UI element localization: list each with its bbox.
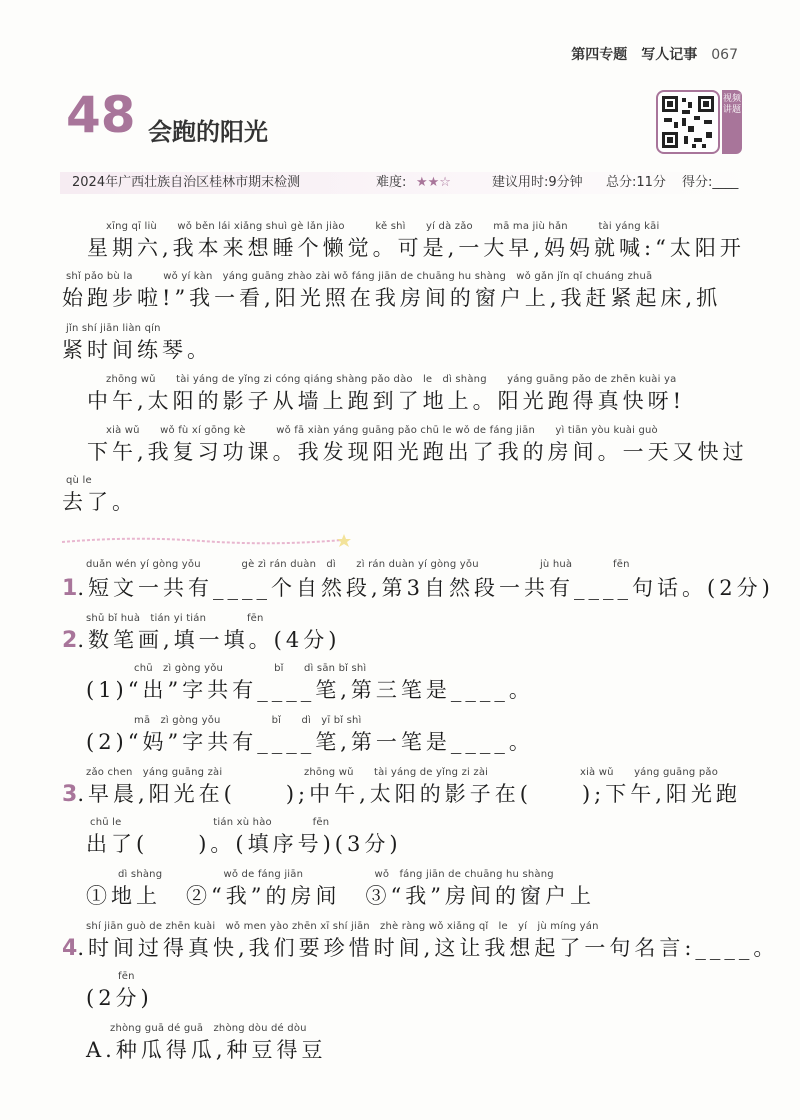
passage-line-5: 下午,我复习功课。我发现阳光跑出了我的房间。一天又快过 <box>62 440 748 464</box>
lesson-title: 会跑的阳光 <box>148 118 268 146</box>
q2-number: 2 <box>62 628 78 653</box>
passage-pinyin-5: xià wǔ wǒ fù xí gōng kè wǒ fā xiàn yáng guāng pǎo chū le wǒ de fáng jiān yì tiān yòu kuài guò <box>106 425 658 436</box>
exam-source: 2024年广西壮族自治区桂林市期末检测 <box>72 175 301 190</box>
q2-1-pinyin: chū zì gòng yǒu bǐ dì sān bǐ shì <box>134 663 367 674</box>
q2-2-pinyin: mā zì gòng yǒu bǐ dì yī bǐ shì <box>134 715 362 726</box>
video-tag: 视频讲题 <box>722 90 742 154</box>
q3-pinyin: zǎo chen yáng guāng zài zhōng wǔ tài yáng de yǐng zi zài xià wǔ yáng guāng pǎo <box>86 767 719 778</box>
q4-score-pinyin: fēn <box>118 971 135 982</box>
passage-line-6: 去了。 <box>62 490 137 514</box>
lesson-number: 48 <box>66 86 136 144</box>
passage-line-4: 中午,太阳的影子从墙上跑到了地上。阳光跑得真快呀! <box>62 389 686 413</box>
q2-2-text: (2)“妈”字共有____笔,第一笔是____。 <box>86 730 534 754</box>
q4-pinyin: shí jiān guò de zhēn kuài wǒ men yào zhēn xī shí jiān zhè ràng wǒ xiǎng qǐ le yí jù míng yán <box>86 921 599 932</box>
decorative-divider <box>62 530 352 550</box>
suggested-time: 建议用时:9分钟 <box>492 175 583 190</box>
q3-line2-text: 出了( )。(填序号)(3分) <box>86 832 402 856</box>
q4-option-a: A.种瓜得瓜,种豆得豆 <box>86 1038 327 1062</box>
passage-pinyin-6: qù le <box>66 475 92 486</box>
passage-line-2: 始跑步啦!”我一看,阳光照在我房间的窗户上,我赶紧起床,抓 <box>62 286 722 310</box>
q4-score: (2分) <box>86 986 153 1010</box>
question-2 <box>62 626 340 654</box>
q4-number: 4 <box>62 936 78 961</box>
question-1 <box>62 574 774 602</box>
q1-pinyin: duǎn wén yí gòng yǒu gè zì rán duàn dì zì rán duàn yí gòng yǒu jù huà fēn <box>86 559 630 570</box>
q3-number: 3 <box>62 782 78 807</box>
difficulty-stars: ★★☆ <box>416 175 451 190</box>
q3-text: .早晨,阳光在( );中午,太阳的影子在( );下午,阳光跑 <box>77 782 741 806</box>
info-bar <box>60 172 750 194</box>
passage-pinyin-2: shǐ pǎo bù la wǒ yí kàn yáng guāng zhào zài wǒ fáng jiān de chuāng hu shàng wǒ gǎn jǐn qǐ chuáng zhuā <box>66 271 653 282</box>
section-title: 第四专题 写人记事 <box>571 47 698 63</box>
score-field: 得分:____ <box>682 175 739 190</box>
passage-line-3: 紧时间练琴。 <box>62 338 212 362</box>
qr-code-icon[interactable] <box>656 90 720 154</box>
q1-number: 1 <box>62 576 78 601</box>
question-4 <box>62 934 778 962</box>
question-3 <box>62 780 741 808</box>
star-icon <box>337 534 351 547</box>
passage-pinyin-4: zhōng wǔ tài yáng de yǐng zi cóng qiáng shàng pǎo dào le dì shàng yáng guāng pǎo de zhēn kuài ya <box>106 374 677 385</box>
difficulty-label: 难度: <box>376 175 407 190</box>
q3-options-pinyin: dì shàng wǒ de fáng jiān wǒ fáng jiān de chuāng hu shàng <box>118 869 554 880</box>
q3-options: ①地上 ②“我”的房间 ③“我”房间的窗户上 <box>86 884 595 908</box>
q2-1-text: (1)“出”字共有____笔,第三笔是____。 <box>86 678 534 702</box>
passage-pinyin-3: jǐn shí jiān liàn qín <box>66 323 161 334</box>
q2-text: .数笔画,填一填。(4分) <box>77 628 341 652</box>
page-header <box>571 44 738 64</box>
passage-pinyin-1: xīng qī liù wǒ běn lái xiǎng shuì gè lǎn jiào kě shì yí dà zǎo mā ma jiù hǎn tài yáng kāi <box>106 221 660 232</box>
q3-line2-pinyin: chū le tián xù hào fēn <box>90 817 330 828</box>
q2-pinyin: shǔ bǐ huà tián yi tián fēn <box>86 613 264 624</box>
q1-text: .短文一共有____个自然段,第3自然段一共有____句话。(2分) <box>77 576 774 600</box>
passage-line-1: 星期六,我本来想睡个懒觉。可是,一大早,妈妈就喊:“太阳开 <box>62 236 745 260</box>
q4-text: .时间过得真快,我们要珍惜时间,这让我想起了一句名言:____。 <box>77 936 779 960</box>
total-score: 总分:11分 <box>606 175 666 190</box>
q4-option-a-pinyin: zhòng guā dé guā zhòng dòu dé dòu <box>110 1023 307 1034</box>
page-number: 067 <box>711 47 738 63</box>
